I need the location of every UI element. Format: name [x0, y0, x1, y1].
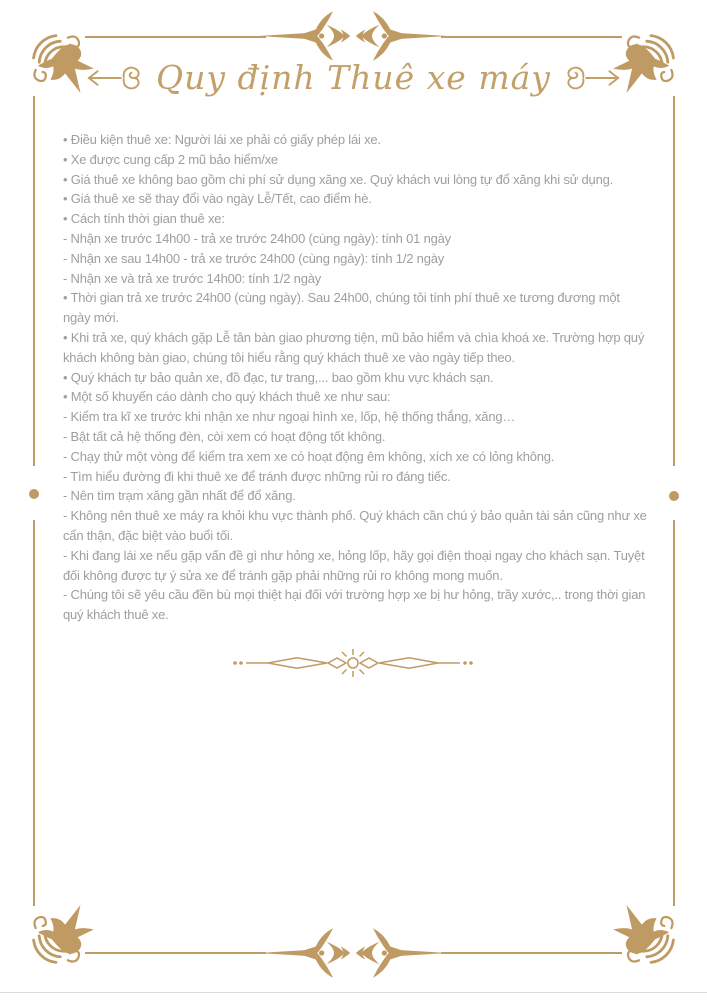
content-line: • Cách tính thời gian thuê xe:: [63, 211, 225, 227]
corner-flourish-icon: [28, 898, 98, 968]
mid-divider-sunburst-icon: [231, 643, 475, 683]
border-bottom-right-line: [441, 952, 622, 954]
left-edge-dot-icon: [29, 489, 39, 499]
content-line: • Điều kiện thuê xe: Người lái xe phải có giấy phép lái xe.: [63, 132, 381, 147]
bottom-center-flourish-icon: [258, 925, 448, 981]
content-line: • Khi trả xe, quý khách gặp Lễ tân bàn giao phương tiện, mũ bảo hiểm và chìa khoá xe. Trường hợp quý khách không bàn giao, chúng tôi hiểu rằng quý khách thuê xe vào ngày tiếp theo.: [63, 329, 645, 365]
title-right-arrow-scroll-icon: [563, 62, 621, 94]
border-top-right-line: [441, 36, 622, 38]
border-left-upper-line: [33, 96, 35, 466]
border-top-left-line: [85, 36, 266, 38]
right-edge-dot-icon: [669, 491, 679, 501]
content-line: - Chạy thử một vòng để kiểm tra xem xe có hoạt động êm không, xích xe có lỏng không.: [63, 448, 555, 464]
content-line: - Nhận xe và trả xe trước 14h00: tính 1/2 ngày: [63, 270, 322, 286]
content-line: - Bật tất cả hệ thống đèn, còi xem có hoạt động tốt không.: [63, 428, 386, 444]
content-line: - Nhận xe trước 14h00 - trả xe trước 24h00 (cùng ngày): tính 01 ngày: [63, 230, 451, 246]
border-right-lower-line: [673, 520, 675, 906]
content-line: - Không nên thuê xe máy ra khỏi khu vực thành phố. Quý khách cần chú ý bảo quản tài sản cũng như xe cẩn thận, đặc biệt vào buổi tối.: [63, 508, 647, 543]
border-bottom-left-line: [85, 952, 266, 954]
content-line: - Nhận xe sau 14h00 - trả xe trước 24h00 (cùng ngày): tính 1/2 ngày: [63, 250, 445, 266]
top-center-flourish-icon: [258, 8, 448, 64]
border-right-upper-line: [673, 96, 675, 466]
content-line: • Giá thuê xe không bao gồm chi phí sử dụng xăng xe. Quý khách vui lòng tự đổ xăng khi sử dụng.: [63, 171, 614, 187]
regulations-text: [63, 130, 649, 625]
content-line: • Giá thuê xe sẽ thay đổi vào ngày Lễ/Tết, cao điểm hè.: [63, 191, 372, 207]
content-line: - Kiểm tra kĩ xe trước khi nhận xe như ngoại hình xe, lốp, hệ thống thắng, xăng…: [63, 409, 516, 425]
content-line: • Thời gian trả xe trước 24h00 (cùng ngày). Sau 24h00, chúng tôi tính phí thuê xe tương đương một ngày mới.: [63, 290, 620, 326]
page-bottom-edge: [0, 992, 707, 993]
content-line: - Khi đang lái xe nếu gặp vấn đề gì như hỏng xe, hỏng lốp, hãy gọi điện thoại ngay cho khách sạn. Tuyệt đối không được tự ý sửa xe để tránh gặp phải những rủi ro không mong muốn.: [63, 547, 645, 583]
content-line: • Một số khuyến cáo dành cho quý khách thuê xe như sau:: [63, 389, 391, 405]
page-title: Quy định Thuê xe máy: [156, 58, 551, 97]
content-line: • Xe được cung cấp 2 mũ bảo hiểm/xe: [63, 151, 278, 167]
corner-flourish-icon: [609, 898, 679, 968]
title-row: [0, 58, 707, 97]
border-left-lower-line: [33, 520, 35, 906]
content-line: • Quý khách tự bảo quản xe, đồ đạc, tư trang,... bao gồm khu vực khách sạn.: [63, 369, 494, 385]
title-left-arrow-scroll-icon: [86, 62, 144, 94]
content-line: - Tìm hiểu đường đi khi thuê xe để tránh được những rủi ro đáng tiếc.: [63, 468, 451, 484]
content-line: - Nên tìm trạm xăng gần nhất để đổ xăng.: [63, 488, 296, 504]
content-line: - Chúng tôi sẽ yêu cầu đền bù mọi thiệt hại đối với trường hợp xe bị hư hỏng, trầy xước,.. trong thời gian quý khách thuê xe.: [63, 587, 646, 623]
